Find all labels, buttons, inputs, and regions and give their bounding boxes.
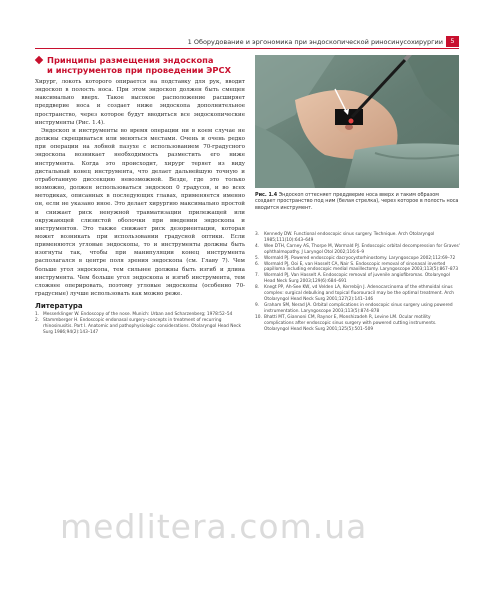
reference-item: 5. Wormald PJ. Powered endoscopic dacryocystorhinostomy. Laryngoscope 2002;112:69–72 [255,255,456,261]
reference-list [35,312,245,335]
section-title-line1: Принципы размещения эндоскопа [47,55,214,65]
figure-label: Рис. 1.4 [255,192,278,198]
reference-item: 1. Messerklinger W. Endoscopy of the nose. Munich: Urban and Scharzenberg; 1978:52–54 [35,312,233,318]
section-title [35,55,245,75]
reference-item: 2. Stammberger H. Endoscopic endonasal surgery–concepts in treatment of recurring rhinosinusitis. Part I. Anatomic and pathophysiologic considerations. Otolaryngol Head Neck Surg 1986;94(2):143–147 [35,318,241,335]
running-head: 1 Оборудование и эргономика при эндоскопической риносинусохирургии [187,38,443,46]
literature-heading: Литература [35,302,83,311]
paragraph: Хирург, локоть которого опирается на подставку для рук, вводит эндоскоп в полость носа. При этом эндоскоп должен быть смещен максимально вверх. Такое высокое расположение расширяет преддверие носа и создает ниже эндоскопа дополнительное пространство, через которое будут вводиться все эндоскопические инструменты (Рис. 1.4). [35,79,245,126]
reference-item: 7. Wormald PJ, Van Hasselt A. Endoscopic removal of juvenile angiofibromas. Otolaryngol Head Neck Surg 2003;129(6):684–691 [255,273,450,285]
diamond-bullet-icon [35,56,43,64]
body-text [35,78,245,298]
endoscope-light-spot [349,119,354,124]
surgery-photo-illustration [255,55,459,188]
surgery-photo [255,55,459,188]
paragraph: Эндоскоп и инструменты во время операции ни в коем случае не должны скрещиваться или меняться местами. Очень и очень редко при операции на лобной пазухе с использованием 70-градусного эндоскопа возникает необходимость разместить его ниже инструмента. Когда это происходит, хирург теряет из виду дистальный конец инструмента, что делает дальнейшую точную и отработанную диссекцию невозможной. Везде, где это только возможно, должен использоваться эндоскоп 0 градусов, и во всех методиках, описанных в последующих главах, применяется именно он, если не указано иное. Это делает хирургию максимально простой и снижает риск ненужной травматизации прилежащей или окружающей слизистой оболочки при введении эндоскопа и инструментов. Это также снижает риск дезориентации, которая может возникать при использовании градусной оптики. Если применяются угловые эндоскопы, то и инструменты должны быть изогнуты так, чтобы при манипуляции конец инструмента располагался в центре поля зрения эндоскопа (см. Главу 7). Чем больше угол эндоскопа, тем сильнее должны быть изгиб и длина инструмента. Чем больше угол эндоскопа и изгиб инструмента, тем сложнее оперировать, поэтому угловые эндоскопы (особенно 70-градусные) лучше использовать как можно реже. [35,127,245,298]
reference-item: 4. Wee DTH, Carney AS, Thorpe M, Wormald PJ. Endoscopic orbital decompression for Graves' ophthalmopathy. J Laryngol Otol 2002;116:6–9 [255,243,460,255]
main-text-column [35,55,245,335]
header-rule [35,48,459,49]
reference-item: 8. Knegt PP, Ah-See KW, vd Velden LA, Kerrebijn J. Adenocarcinoma of the ethmoidal sinus complex: surgical debulking and topical fluorouracil may be the optimal treatment. Arch Otolaryngol Head Neck Surg 2001;127(2):141–146 [255,285,454,302]
reference-item: 10. Bhatti MT, Giannoni CM, Raynor E, Monshizadeh R, Levine LM. Ocular motility complications after endoscopic sinus surgery with powered cutting instruments. Otolaryngol Head Neck Surg 2001;125(5):501–509 [255,314,437,332]
page-number-badge: 5 [446,36,459,47]
figure-caption-text: Эндоскоп оттесняет преддверие носа вверх и таким образом создает пространство под ним (белая стрелка), через которое в полость носа вводится инструмент. [255,192,459,211]
reference-item: 6. Wormald PJ, Ooi E, van Hasselt CA, Nair S. Endoscopic removal of sinonasal inverted papilloma including endoscopic medial maxillectomy. Laryngoscope 2003;113(5):867–873 [255,261,459,273]
reference-item: 9. Graham SM, Nerad JA. Orbital complications in endoscopic sinus surgery using powered instrumentation. Laryngoscope 2003;113(5):874–878 [255,302,453,314]
reference-item: 3. Kennedy DW. Functional endoscopic sinus surgery. Technique. Arch Otolaryngol 1985;111(10):643–649 [255,232,435,243]
reference-list-continued [255,232,460,332]
figure-caption [255,192,460,211]
section-title-line2: и инструментов при проведении ЭРСХ [47,65,231,75]
watermark: medlitera.com.ua [60,507,368,546]
